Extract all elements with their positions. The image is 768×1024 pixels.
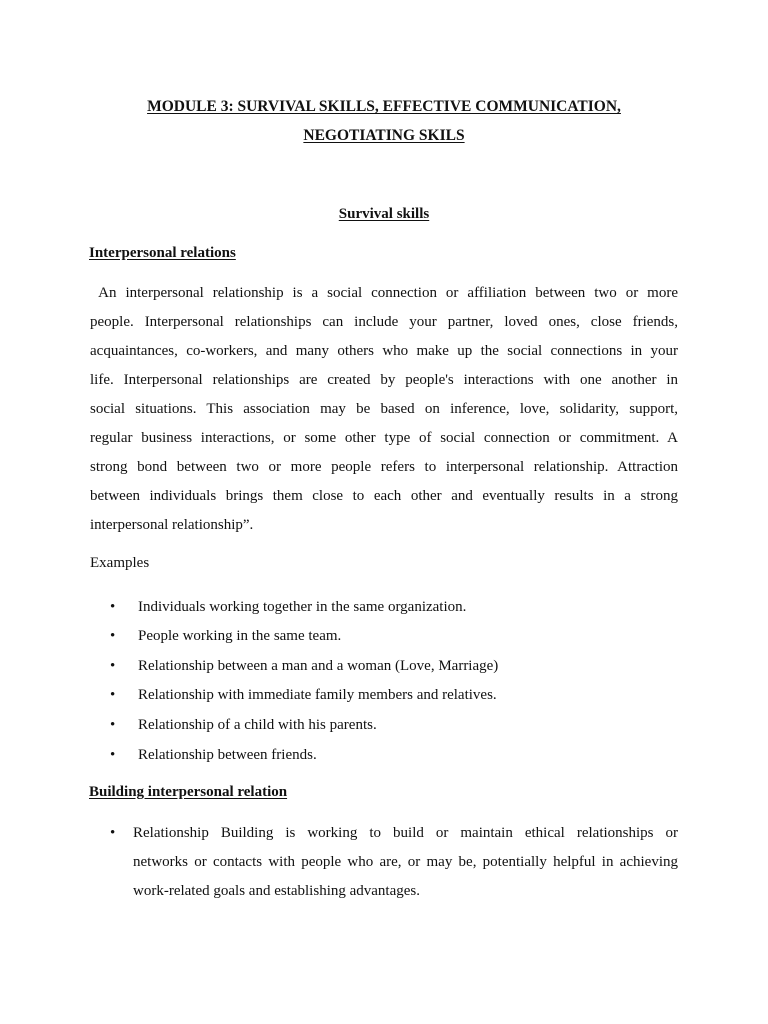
module-title-line-1: MODULE 3: SURVIVAL SKILLS, EFFECTIVE COMMUNICATION, (147, 98, 621, 115)
bullet-icon: • (110, 717, 116, 733)
bullet-icon: • (110, 599, 116, 615)
building-line: work-related goals and establishing advantages. (133, 883, 420, 899)
building-heading: Building interpersonal relation (89, 784, 288, 800)
building-line: networks or contacts with people who are, or may be, potentially helpful in achieving (133, 854, 678, 870)
list-item-text: Individuals working together in the same organization. (138, 599, 467, 615)
bullet-icon: • (110, 658, 116, 674)
bullet-icon: • (110, 747, 116, 763)
examples-label: Examples (90, 555, 150, 571)
list-item-text: Relationship of a child with his parents. (138, 717, 377, 733)
bullet-icon: • (110, 687, 116, 703)
paragraph-line: social situations. This association may be based on inference, love, solidarity, support, (90, 401, 678, 417)
paragraph-line: interpersonal relationship”. (90, 517, 254, 533)
section-title: Survival skills (338, 206, 430, 222)
paragraph-line: between individuals brings them close to each other and eventually results in a strong (90, 488, 678, 504)
building-line: Relationship Building is working to build or maintain ethical relationships or (133, 825, 678, 841)
list-item-text: Relationship between a man and a woman (Love, Marriage) (138, 658, 499, 674)
bullet-icon: • (110, 825, 116, 841)
paragraph-line: regular business interactions, or some other type of social connection or commitment. A (90, 430, 678, 446)
list-item-text: Relationship with immediate family members and relatives. (138, 687, 497, 703)
paragraph-line: people. Interpersonal relationships can include your partner, loved ones, close friends, (90, 314, 678, 330)
list-item-text: Relationship between friends. (138, 747, 317, 763)
bullet-icon: • (110, 628, 116, 644)
paragraph-line: An interpersonal relationship is a social connection or affiliation between two or more (90, 285, 678, 301)
list-item-text: People working in the same team. (138, 628, 342, 644)
paragraph-line: strong bond between two or more people refers to interpersonal relationship. Attraction (90, 459, 678, 475)
paragraph-line: acquaintances, co-workers, and many others who make up the social connections in your (90, 343, 678, 359)
module-title-line-2: NEGOTIATING SKILS (303, 127, 465, 144)
paragraph-line: life. Interpersonal relationships are created by people's interactions with one another in (90, 372, 678, 388)
interpersonal-heading: Interpersonal relations (89, 245, 236, 261)
